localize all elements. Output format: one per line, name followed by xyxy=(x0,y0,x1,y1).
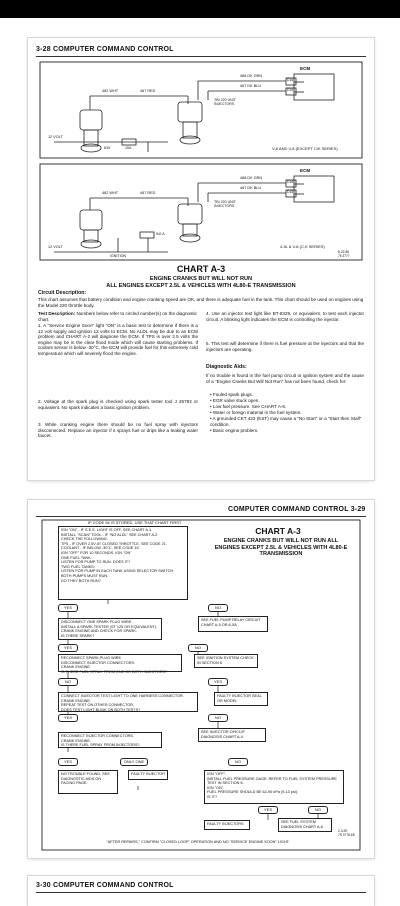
yes-branch-label: YES xyxy=(58,604,78,612)
engine-application-label: V-6 AND V-8 (EXCEPT C/K SERIES) xyxy=(272,146,338,151)
no-trouble-found-box: NO TROUBLE FOUND. SEE DIAGNOSTIC AIDS ON FACING PAGE. xyxy=(58,770,118,794)
yes-branch-label: YES xyxy=(258,806,278,814)
yes-branch-label: YES xyxy=(58,714,78,722)
flowchart-step-5: RECONNECT INJECTOR CONNECTORS. CRANK ENGINE. IS THERE FUEL SPRAY FROM INJECTORS? xyxy=(58,732,162,748)
injector-label: TBI 220 UNIT INJECTORS xyxy=(214,98,236,107)
ecm-pin-label: D15 xyxy=(287,190,294,194)
fuse-label: 10A xyxy=(125,146,132,150)
wire-label: 467 RED xyxy=(140,191,156,195)
test-item: 2. Voltage at the spark plug is checked using spark tester tool J 26792 or equivalent. No spark indicates a basic ignition problem. xyxy=(38,399,198,410)
chart-subtitle: ENGINE CRANKS BUT WILL NOT RUN xyxy=(149,276,253,282)
fuse-label: INJ A xyxy=(156,232,165,236)
ecm-pin-label: D16 xyxy=(287,180,294,184)
page-header: COMPUTER COMMAND CONTROL 3-29 xyxy=(228,506,366,513)
flowchart-step-3: RECONNECT SPARK PLUG WIRE. DISCONNECT INJECTOR CONNECTORS. CRANK ENGINE. IS THERE FUEL SPRAY FROM ONE OR BOTH INJECTORS? xyxy=(58,654,182,672)
test-item: 1. A "Service Engine Soon" light "ON" is a basic test to determine if there is a 12 volt supply and ignition 12 volts to ECM. No ALDL may be due to an ECM problem and CHART A-2 will diagnose the ECM. If TPS is over 2.5 volts the engine may be in the clear flood mode which will cause starting problems. If coolant sensor is below -30°C, the ECM will provide fuel for this extremely cold temperature which will severely flood the engine. xyxy=(38,323,198,356)
injector-label: TBI 220 UNIT INJECTORS xyxy=(214,200,236,209)
wire-label: 468 DK GRN xyxy=(240,74,263,78)
header-rule xyxy=(36,892,366,893)
figure-number: 2-3-90 7S 3778-6E xyxy=(338,829,355,837)
yes-branch-label: YES xyxy=(208,678,228,686)
only-one-branch-label: ONLY ONE xyxy=(120,758,148,766)
aids-list-item: • A grounded CKT 423 (EST) may cause a "No Start" or a "Start then Stall" condition. xyxy=(210,416,362,427)
wire-label: 639 xyxy=(104,146,110,150)
test-description-heading: Test Description: xyxy=(38,311,76,316)
circuit-description-heading: Circuit Description: xyxy=(38,290,87,296)
aids-list-item: • Water or foreign material in the fuel system. xyxy=(210,410,302,415)
chart-title: CHART A-3 xyxy=(176,264,226,274)
injector-circuit-box: SEE INJECTOR CIRCUIT DIAGNOSIS CHART A-4 xyxy=(198,728,266,742)
wire-label: 467 DK BLU xyxy=(240,84,262,88)
after-repairs-note: "AFTER REPAIRS," CONFIRM "CLOSED LOOP" OPERATION AND NO "SERVICE ENGINE SOON" LIGHT. xyxy=(106,840,290,844)
no-branch-label: NO xyxy=(228,758,248,766)
chart-subtitle: ALL ENGINES EXCEPT 2.5L & VEHICLES WITH 4L80-E TRANSMISSION xyxy=(106,283,296,289)
no-branch-label: NO xyxy=(208,604,228,612)
figure-number: 8-22-86 75 3777 xyxy=(338,250,350,258)
ecm-pin-label: D15 xyxy=(287,88,294,92)
ecm-label: ECM xyxy=(300,168,311,173)
test-description-intro: Numbers below refer to circled number(s) on the diagnostic chart. xyxy=(38,311,197,322)
circuit-description-text: This chart assumes that battery condition and engine cranking speed are OK, and there is adequate fuel in the tank. This chart should be used on engines using the Model 220 throttle body. xyxy=(38,297,364,308)
aids-list-item: • Basic engine problem. xyxy=(210,428,259,433)
diagnostic-aids-heading: Diagnostic Aids: xyxy=(206,364,247,370)
test-item: 4. Use an injector test light like BT-8329, or equivalent, to test each injector circuit. A blinking light indicates the ECM is controlling the injector. xyxy=(206,311,364,322)
test-item: 5. This test will determine if there is fuel pressure at the injectors and that the injectors are operating. xyxy=(206,341,364,352)
faulty-injectors-box: FAULTY INJECTORS xyxy=(204,820,250,830)
faulty-injector-box: FAULTY INJECTOR xyxy=(128,770,168,780)
diagnostic-aids-intro: If no trouble is found in the fuel pump circuit or ignition system and the cause of a "Engine Cranks But Will Not Run" has not been found, check for: xyxy=(206,373,364,384)
wire-label: 468 DK GRN xyxy=(240,176,263,180)
aids-list-item: • EGR valve stuck open. xyxy=(210,398,260,403)
ignition-system-check-box: SEE IGNITION SYSTEM CHECK IN SECTION 6 xyxy=(194,654,258,668)
faulty-injector-seal-box: FAULTY INJECTOR SEAL OR MODEL xyxy=(214,692,268,706)
flowchart-step-1: IGN "ON" - IF S.E.S. LIGHT IS OFF, SEE CHART A-1 INSTALL "SCAN" TOOL - IF "NO ALDL" SEE CHART A-2 CHECK THE FOLLOWING: TPS - IF OVER 2.5V AT CLOSED THROTTLE, SEE CODE 21. COOLANT - IF BELOW -30°C, SEE CODE 15. IGN "OFF" FOR 10 SECONDS. IGN "ON" ONE FUEL TANK: LISTEN FOR PUMP TO RUN. DOES IT? TWO FUEL TANKS: LISTEN FOR PUMP IN EACH TANK USING SELECTOR SWITCH. BOTH PUMPS MUST RUN. DO THEY BOTH RUN? xyxy=(58,526,188,600)
fuel-injector-wiring-diagram xyxy=(28,38,374,268)
manual-page-3-28 xyxy=(28,38,374,480)
page-header: 3-30 COMPUTER COMMAND CONTROL xyxy=(36,882,174,889)
voltage-label: 12 VOLT xyxy=(48,135,63,139)
no-branch-label: NO xyxy=(58,678,78,686)
no-branch-label: NO xyxy=(188,644,208,652)
voltage-label: 12 VOLT xyxy=(48,245,63,249)
wire-label: 482 WHT xyxy=(102,191,119,195)
yes-branch-label: YES xyxy=(58,644,78,652)
manual-page-3-29 xyxy=(28,500,374,858)
yes-branch-label: YES xyxy=(58,758,78,766)
flowchart-chart-subtitle: ENGINE CRANKS BUT WILL NOT RUN ALL ENGINES EXCEPT 2.5L & VEHICLES WITH 4L80-E TRANSMISSION xyxy=(214,538,348,558)
fuel-pump-relay-box: SEE FUEL PUMP RELAY CIRCUIT CHART A-5 OR A-5A xyxy=(198,616,268,632)
ecm-label: ECM xyxy=(300,66,311,71)
aids-list-item: • Fouled spark plugs. xyxy=(210,392,253,397)
flowchart-top-note: IF CODE 54 IS STORED, USE THAT CHART FIRST xyxy=(88,520,182,525)
test-item: 3. While cranking engine there should be no fuel spray with injectors disconnected. Replace an injector if it sprays fuel or drips like a leaking water faucet. xyxy=(38,422,198,439)
test-description xyxy=(38,311,198,322)
flowchart-step-2: DISCONNECT ONE SPARK PLUG WIRE. INSTALL A SPARK TESTER (ST 125 OR EQUIVALENT). CRANK ENGINE AND CHECK FOR SPARK. IS THERE SPARK? xyxy=(58,618,162,640)
manual-page-3-30 xyxy=(28,876,374,906)
flowchart-step-6: IGN "OFF". INSTALL FUEL PRESSURE GAGE. REFER TO FUEL SYSTEM PRESSURE TEST IN SECTION 6. IGN "ON". FUEL PRESSURE SHOULD BE 62-90 kPa (9-13 psi). IS IT? xyxy=(204,770,344,804)
top-black-bar xyxy=(0,0,400,18)
wire-label: 482 WHT xyxy=(102,89,119,93)
flowchart-step-4: CONNECT INJECTOR TEST LIGHT TO ONE HARNESS CONNECTOR. CRANK ENGINE. REPEAT TEST ON OTHER CONNECTOR. DOES TEST LIGHT BLINK ON BOTH TESTS? xyxy=(58,692,198,712)
no-branch-label: NO xyxy=(308,806,328,814)
page-header: 3-28 COMPUTER COMMAND CONTROL xyxy=(36,46,174,53)
flowchart-chart-title: CHART A-3 xyxy=(255,526,301,536)
engine-application-label: 4.3L & V-8 (C,K SERIES) xyxy=(280,244,325,249)
ignition-label: IGNITION xyxy=(110,254,126,258)
wire-label: 467 DK BLU xyxy=(240,186,262,190)
fuel-system-diagnosis-box: SEE FUEL SYSTEM DIAGNOSIS CHART A-6 xyxy=(278,818,332,832)
ecm-pin-label: D16 xyxy=(287,78,294,82)
no-branch-label: NO xyxy=(208,714,228,722)
wire-label: 467 RED xyxy=(140,89,156,93)
aids-list-item: • Low fuel pressure. See CHART A-6. xyxy=(210,404,287,409)
